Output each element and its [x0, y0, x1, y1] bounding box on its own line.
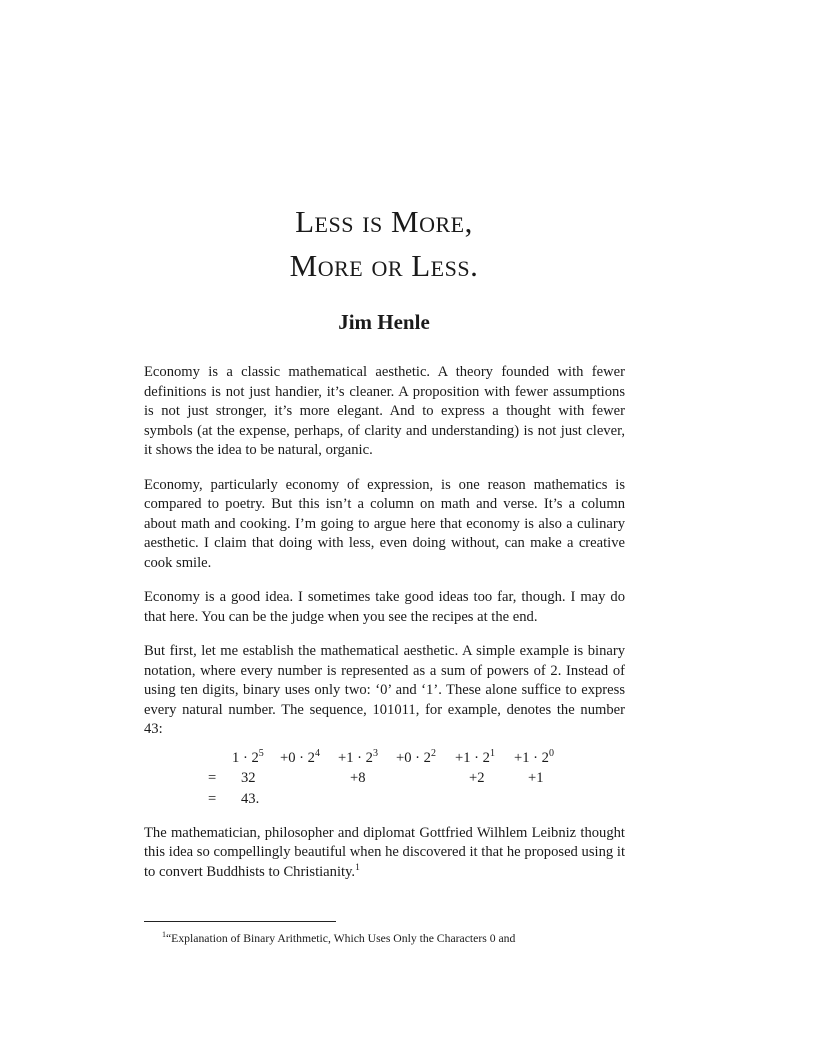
eq-equals-1: = — [208, 769, 217, 786]
paragraph-5 — [144, 824, 625, 883]
eq-term-3: $+1 \cdot 2^3$ — [338, 747, 378, 766]
footnote-divider — [144, 921, 336, 922]
author-name: Jim Henle — [338, 310, 430, 334]
footnote — [144, 927, 625, 946]
eq-term-5: $+1 \cdot 2^1$ — [455, 747, 495, 766]
paragraph-4: But first, let me establish the mathematical aesthetic. A simple example is binary notation, where every number is represented as a sum of powers of 2. Instead of using ten digits, binary uses only two: ‘0’ and ‘1’. These alone suffice to express every natural number. The sequence, 101011, for example, denotes the number 43: — [144, 643, 625, 737]
footnote-reference[interactable]: 1 — [355, 862, 360, 873]
eq-term-1: $1 \cdot 2^5$ — [232, 747, 264, 766]
paragraph-2: Economy, particularly economy of expression, is one reason mathematics is compared to poetry. But this isn’t a column on math and verse. It’s a column about math and cooking. I’m going to argue here that economy is also a culinary aesthetic. I claim that doing with less, even doing without, can make a creative cook smile. — [144, 476, 625, 571]
footnote-number: 1 — [162, 930, 166, 939]
paragraph-3: Economy is a good idea. I sometimes take good ideas too far, though. I may do that here. You can be the judge when you see the recipes at the end. — [144, 589, 625, 625]
article-title — [144, 200, 624, 288]
eq-value-1: +1 — [528, 769, 544, 786]
eq-value-8: +8 — [350, 769, 366, 786]
paragraph-5-text: The mathematician, philosopher and diplomat Gottfried Wilhlem Leibniz thought this idea so compellingly beautiful when he discovered it that he proposed using it to convert Buddhists to Christianity. — [144, 824, 625, 880]
eq-value-32: 32 — [241, 769, 256, 786]
eq-term-2: $+0 \cdot 2^4$ — [280, 747, 320, 766]
title-line-2: More or Less. — [289, 248, 479, 283]
eq-value-2: +2 — [469, 769, 485, 786]
footnote-text: “Explanation of Binary Arithmetic, Which Uses Only the Characters 0 and — [166, 931, 516, 945]
eq-term-4: $+0 \cdot 2^2$ — [396, 747, 436, 766]
eq-result: 43. — [241, 790, 260, 807]
eq-term-6: $+1 \cdot 2^0$ — [514, 747, 554, 766]
eq-equals-2: = — [208, 790, 217, 807]
paragraph-1: Economy is a classic mathematical aesthetic. A theory founded with fewer definitions is not just handier, it’s cleaner. A proposition with fewer assumptions is not just stronger, it’s more elegant. And to express a thought with fewer symbols (at the expense, perhaps, of clarity and understanding) is not just clever, it shows the idea to be natural, organic. — [144, 364, 625, 458]
title-line-1: Less is More, — [295, 204, 473, 239]
article-body — [144, 363, 625, 897]
binary-equation — [144, 747, 625, 812]
